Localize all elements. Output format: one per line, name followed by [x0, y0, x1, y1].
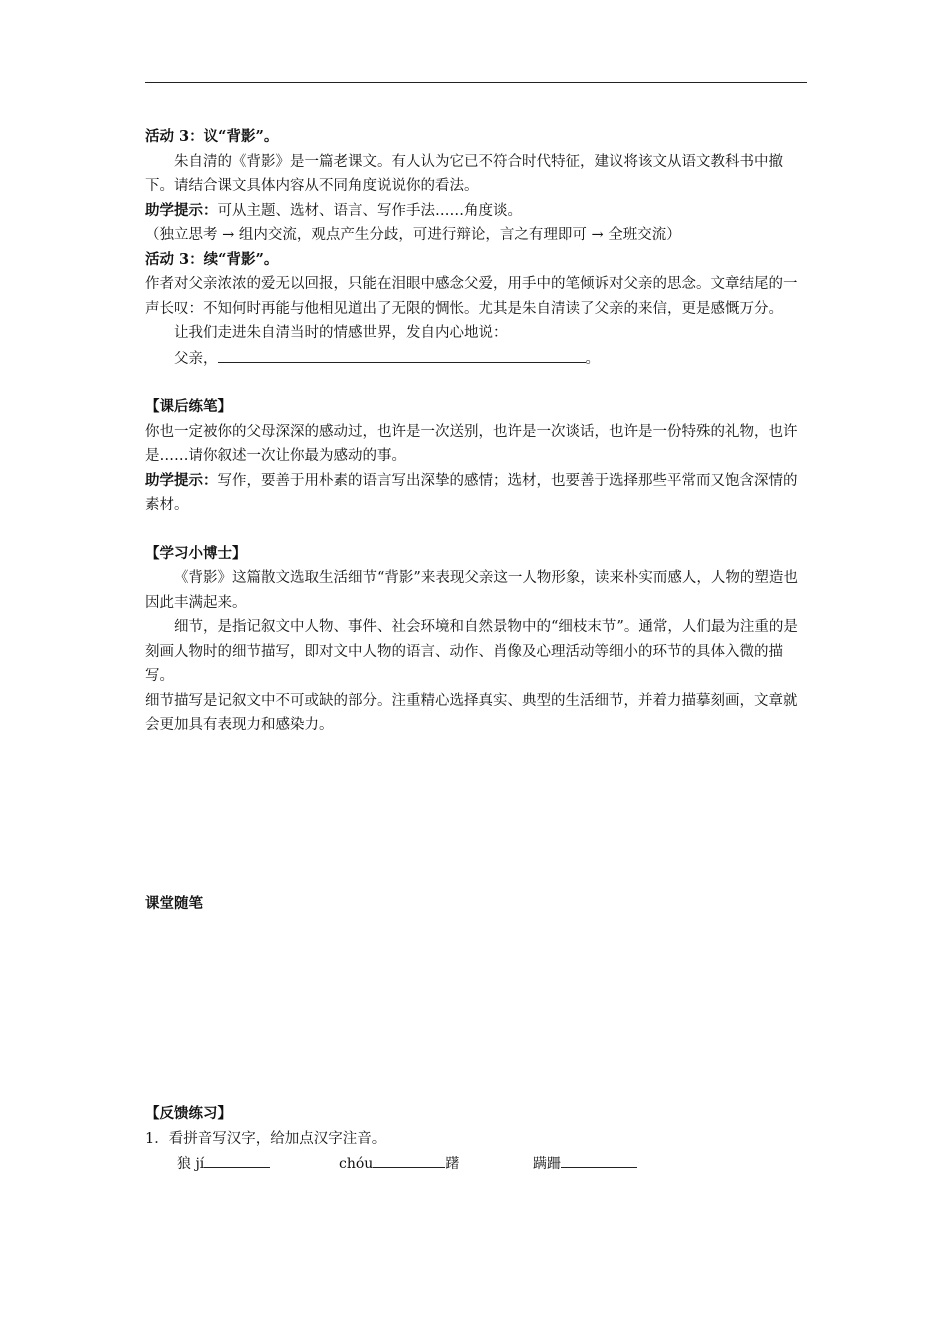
hint-label: 助学提示： [145, 201, 218, 219]
tips-paragraph-2: 细节，是指记叙文中人物、事件、社会环境和自然景物中的“细枝末节”。通常，人们最为注重的是刻画人物时的细节描写，即对文中人物的语言、动作、肖像及心理活动等细小的环节的具体入微的描写。 [145, 619, 798, 684]
tips-paragraph-3: 细节描写是记叙文中不可或缺的部分。注重精心选择真实、典型的生活细节，并着力描摹刻画，文章就会更加具有表现力和感染力。 [145, 692, 798, 733]
practice-title: 【课后练笔】 [145, 398, 232, 415]
header-rule [145, 82, 807, 83]
word-item-2 [339, 1151, 533, 1177]
activity3a-title: 活动 3：议“背影”。 [145, 128, 279, 145]
word-2-suffix: 躇 [445, 1156, 460, 1172]
word-1-prefix: 狼 jí [177, 1156, 205, 1172]
hint-text: 写作，要善于用朴素的语言写出深挚的感情；选材，也要善于选择那些平常而又饱含深情的素材。 [145, 472, 798, 513]
hint-text: 可从主题、选材、语言、写作手法……角度谈。 [217, 202, 522, 219]
hint-label: 助学提示： [145, 471, 218, 489]
tips-paragraph-1: 《背影》这篇散文选取生活细节“背影”来表现父亲这一人物形象，读来朴实而感人，人物的塑造也因此丰满起来。 [145, 570, 798, 611]
practice-paragraph: 你也一定被你的父母深深的感动过，也许是一次送别，也许是一次谈话，也许是一份特殊的礼物，也许是……请你叙述一次让你最为感动的事。 [145, 423, 798, 464]
activity3a-paragraph: 朱自清的《背影》是一篇老课文。有人认为它已不符合时代特征，建议将该文从语文教科书中撤下。请结合课文具体内容从不同角度说说你的看法。 [145, 153, 783, 194]
word-1-blank[interactable] [204, 1151, 270, 1168]
activity3a-hint [145, 199, 807, 224]
fill-blank[interactable] [218, 346, 586, 363]
practice-hint [145, 469, 807, 518]
word-item-1 [177, 1151, 339, 1177]
word-3-blank[interactable] [561, 1151, 637, 1168]
tips-title: 【学习小博士】 [145, 544, 247, 562]
word-item-3 [533, 1151, 637, 1177]
word-2-blank[interactable] [373, 1151, 445, 1168]
activity3b-fill-line [145, 346, 807, 372]
activity3b-title: 活动 3：续“背影”。 [145, 250, 279, 268]
activity3b-paragraph: 作者对父亲浓浓的爱无以回报，只能在泪眼中感念父爱，用手中的笔倾诉对父亲的思念。文章结尾的一声长叹：不知何时再能与他相见道出了无限的惆怅。尤其是朱自清读了父亲的来信，更是感慨万分。 [145, 276, 798, 317]
word-2-prefix: chóu [339, 1156, 374, 1172]
feedback-title: 【反馈练习】 [145, 1105, 232, 1122]
activity3b-prompt: 让我们走进朱自清当时的情感世界，发自内心地说： [174, 325, 508, 341]
activity3a-flow: （独立思考 → 组内交流，观点产生分歧，可进行辩论，言之有理即可 → 全班交流） [145, 227, 681, 243]
feedback-word-row [145, 1151, 807, 1177]
feedback-question-1: 1．看拼音写汉字，给加点汉字注音。 [145, 1130, 387, 1147]
word-3-prefix: 蹒跚 [533, 1156, 561, 1172]
fill-prefix: 父亲， [174, 350, 218, 367]
worksheet-content [145, 125, 807, 1177]
fill-suffix: 。 [585, 350, 600, 367]
notes-title: 课堂随笔 [145, 894, 203, 912]
